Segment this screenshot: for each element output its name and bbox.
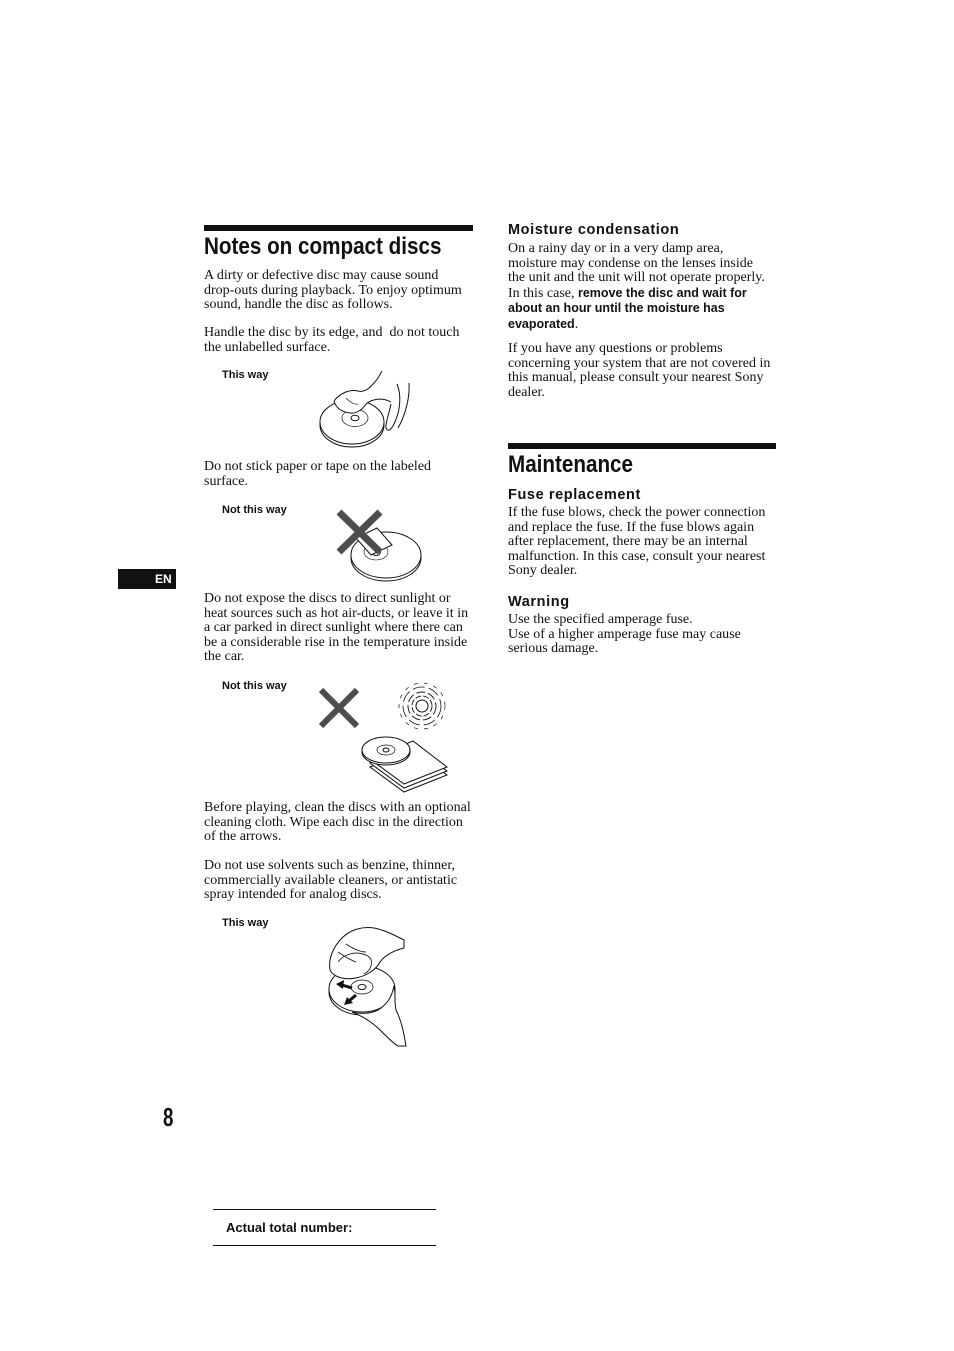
language-tab-label: EN xyxy=(155,572,172,586)
handle-disc-illustration xyxy=(312,368,416,454)
footer-rule-top xyxy=(213,1209,436,1210)
actual-total-label: Actual total number: xyxy=(226,1220,353,1235)
notes-intro: A dirty or defective disc may cause sound drop-outs during playback. To enjoy optimum sound, handle the disc as follows. xyxy=(204,268,462,312)
moisture-text-end: . xyxy=(574,316,579,332)
questions-text: If you have any questions or problems concerning your system that are not covered in this manual, please consult your nearest Sony dealer. xyxy=(508,341,771,400)
disc xyxy=(362,737,410,765)
hand-with-cloth xyxy=(330,927,404,978)
fuse-text: If the fuse blows, check the power connection and replace the fuse. If the fuse blows again after replacement, there may be an internal malfunction. In this case, consult your nearest Sony dealer. xyxy=(508,505,766,578)
notes-handling-tip: Handle the disc by its edge, and do not touch the unlabelled surface. xyxy=(204,325,460,355)
notes-heat-tip: Do not expose the discs to direct sunlight or heat sources such as hot air-ducts, or leave it in a car parked in direct sunlight where there can be a considerable rise in the temperature inside the car. xyxy=(204,591,469,664)
figure-label-heat: Not this way xyxy=(222,680,287,692)
footer-rule-bottom xyxy=(213,1245,436,1246)
figure-label-labels: Not this way xyxy=(222,504,287,516)
moisture-text xyxy=(508,242,765,332)
moisture-text-emphasis: remove the disc and wait for about an hour until the moisture has evaporated xyxy=(508,285,747,331)
cross-icon xyxy=(321,690,357,726)
warning-text: Use the specified amperage fuse. Use of a higher amperage fuse may cause serious damage. xyxy=(508,612,741,656)
notes-title: Notes on compact discs xyxy=(204,233,442,260)
language-tab xyxy=(118,569,176,589)
section-rule xyxy=(508,443,776,449)
notes-solvents-tip: Do not use solvents such as benzine, thinner, commercially available cleaners, or antistatic spray intended for analog discs. xyxy=(204,858,458,902)
section-rule xyxy=(204,225,473,231)
page-number: 8 xyxy=(163,1102,174,1132)
figure-label-handling: This way xyxy=(222,369,269,381)
heat-exposure-illustration xyxy=(316,680,452,794)
warning-heading: Warning xyxy=(508,594,570,610)
notes-labels-tip: Do not stick paper or tape on the labeled surface. xyxy=(204,459,432,489)
fuse-heading: Fuse replacement xyxy=(508,487,641,503)
moisture-heading: Moisture condensation xyxy=(508,222,680,238)
moisture-text-plain: On a rainy day or in a very damp area, moisture may condense on the lenses inside the unit and the unit will not operate properly. In this case, xyxy=(508,241,765,301)
maintenance-title: Maintenance xyxy=(508,451,634,478)
notes-cleaning-tip: Before playing, clean the discs with an optional cleaning cloth. Wipe each disc in the direction of the arrows. xyxy=(204,800,471,844)
figure-label-cleaning: This way xyxy=(222,917,269,929)
sun-icon xyxy=(399,683,445,729)
cleaning-disc-illustration xyxy=(324,918,410,1050)
tape-on-disc-illustration xyxy=(334,506,426,586)
